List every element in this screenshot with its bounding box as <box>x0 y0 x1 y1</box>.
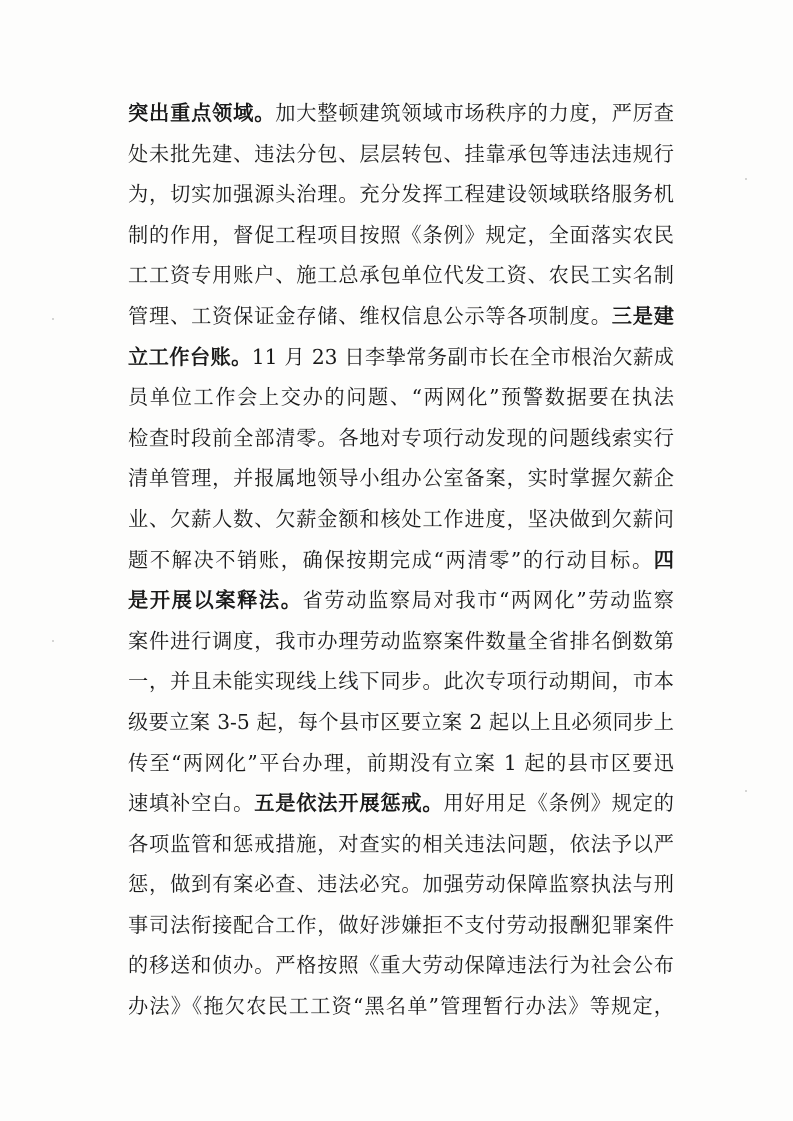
text-line <box>128 945 674 986</box>
text-line <box>128 134 674 175</box>
text-segment: 案件进行调度，我市办理劳动监察案件数量全省排名倒数第 <box>128 628 674 653</box>
text-segment: 工工资专用账户、施工总承包单位代发工资、农民工实名制 <box>128 263 674 288</box>
text-line <box>128 864 674 905</box>
text-line <box>128 377 674 418</box>
text-segment: 传至“两网化”平台办理，前期没有立案 1 起的县市区要迅 <box>128 750 674 775</box>
scan-speck <box>745 178 747 180</box>
scan-speck <box>52 640 54 642</box>
text-segment: 业、欠薪人数、欠薪金额和核处工作进度，坚决做到欠薪问 <box>128 506 674 531</box>
text-line <box>128 661 674 702</box>
text-segment: 一，并且未能实现线上线下同步。此次专项行动期间，市本 <box>128 669 674 694</box>
text-line <box>128 580 674 621</box>
text-line <box>128 905 674 946</box>
text-line <box>128 540 674 581</box>
text-segment: 惩，做到有案必查、违法必究。加强劳动保障监察执法与刑 <box>128 872 674 897</box>
text-segment: 检查时段前全部清零。各地对专项行动发现的问题线索实行 <box>128 425 674 450</box>
text-line <box>128 621 674 662</box>
bold-heading-segment: 立工作台账。 <box>128 344 252 369</box>
text-line <box>128 986 674 1027</box>
text-line <box>128 215 674 256</box>
text-segment: 的移送和侦办。严格按照《重大劳动保障违法行为社会公布 <box>128 953 674 978</box>
text-segment: 制的作用，督促工程项目按照《条例》规定，全面落实农民 <box>128 222 674 247</box>
bold-heading-segment: 突出重点领域。 <box>128 101 276 125</box>
text-segment: 省劳动监察局对我市“两网化”劳动监察 <box>302 588 674 613</box>
text-segment: 管理、工资保证金存储、维权信息公示等各项制度。 <box>128 303 612 328</box>
text-segment: 速填补空白。 <box>128 791 255 816</box>
text-segment: 为，切实加强源头治理。充分发挥工程建设领域联络服务机 <box>128 182 674 207</box>
text-line <box>128 458 674 499</box>
bold-heading-segment: 三是建 <box>611 303 674 328</box>
text-segment: 各项监管和惩戒措施，对查实的相关违法问题，依法予以严 <box>128 831 674 856</box>
text-line <box>128 255 674 296</box>
bold-heading-segment: 是开展以案释法。 <box>128 588 303 613</box>
text-line <box>128 337 674 378</box>
scan-speck <box>745 790 747 792</box>
text-line <box>128 743 674 784</box>
scan-speck <box>52 318 54 320</box>
text-segment: 级要立案 3-5 起，每个县市区要立案 2 起以上且必须同步上 <box>128 709 674 734</box>
text-line <box>128 499 674 540</box>
text-segment: 处未批先建、违法分包、层层转包、挂靠承包等违法违规行 <box>128 141 674 166</box>
body-text <box>128 93 674 1027</box>
bold-heading-segment: 五是依法开展惩戒。 <box>254 791 444 816</box>
text-segment: 事司法衔接配合工作，做好涉嫌拒不支付劳动报酬犯罪案件 <box>128 912 674 937</box>
text-line <box>128 93 674 134</box>
bold-heading-segment: 四 <box>653 547 674 572</box>
text-line <box>128 418 674 459</box>
text-segment: 办法》《拖欠农民工工资“黑名单”管理暂行办法》等规定， <box>128 994 674 1019</box>
text-segment: 清单管理，并报属地领导小组办公室备案，实时掌握欠薪企 <box>128 466 674 491</box>
text-segment: 题不解决不销账，确保按期完成“两清零”的行动目标。 <box>128 547 654 572</box>
text-line <box>128 174 674 215</box>
text-segment: 11 月 23 日李挚常务副市长在全市根治欠薪成 <box>251 344 674 369</box>
text-segment: 加大整顿建筑领域市场秩序的力度，严厉查 <box>275 101 674 125</box>
text-line <box>128 296 674 337</box>
text-line <box>128 824 674 865</box>
text-line <box>128 702 674 743</box>
text-line <box>128 783 674 824</box>
text-segment: 员单位工作会上交办的问题、“两网化”预警数据要在执法 <box>128 385 674 410</box>
text-segment: 用好用足《条例》规定的 <box>443 791 674 816</box>
